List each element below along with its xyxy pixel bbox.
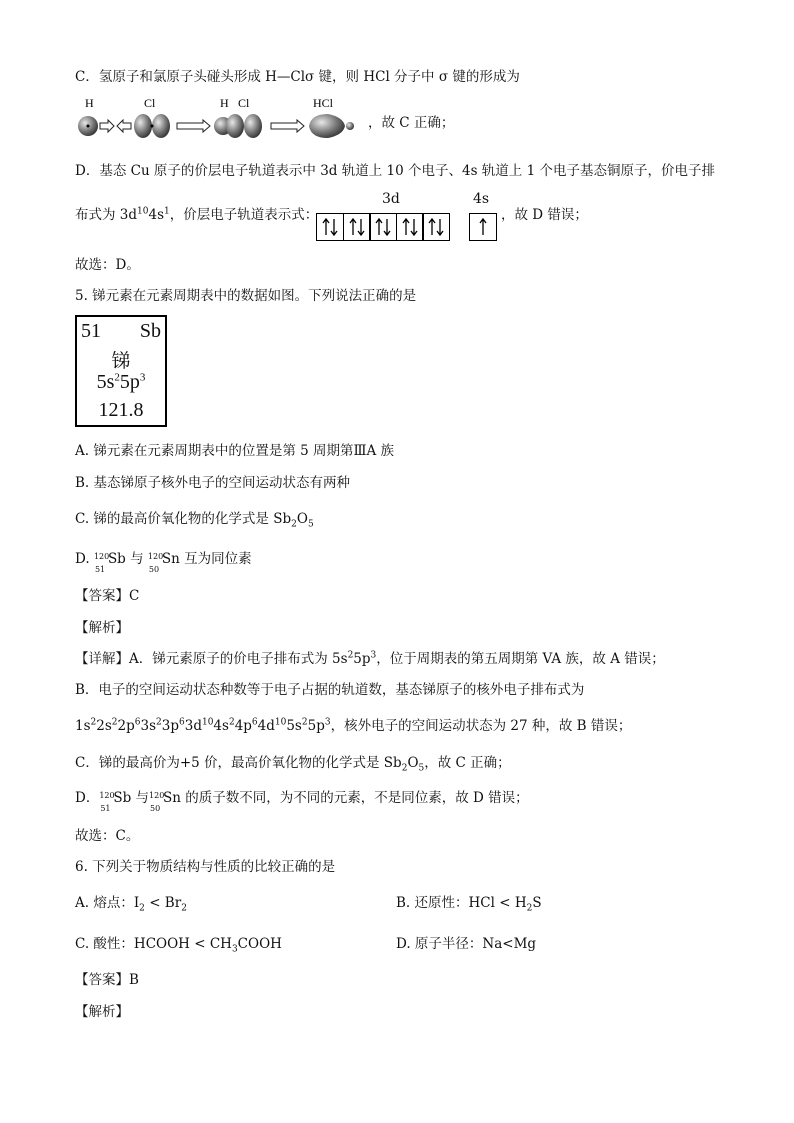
option-c-line: C．氢原子和氯原子头碰头形成 H—Clσ 键，则 HCl 分子中 σ 键的形成为 bbox=[75, 69, 520, 85]
option-d-line2: 布式为 $3d^{10}4s^1$，价层电子轨道表示式： bbox=[75, 206, 319, 223]
label-cl-1: Cl bbox=[144, 96, 156, 110]
q5-option-c: C. 锑的最高价氧化物的化学式是 $Sb_2O_5$ bbox=[75, 511, 314, 530]
q5-stem: 5. 锑元素在元素周期表中的数据如图。下列说法正确的是 bbox=[75, 288, 417, 304]
orbital-3d-boxes bbox=[316, 213, 449, 241]
q6-option-c: C. 酸性：HCOOH < $CH_3COOH$ bbox=[75, 936, 282, 955]
orbital-box bbox=[343, 213, 371, 241]
q6-option-b: B. 还原性：HCl < $H_2S$ bbox=[396, 895, 542, 914]
q6-answer: 【答案】B bbox=[75, 972, 139, 988]
orbital-4s-box bbox=[469, 213, 496, 241]
q6-analysis: 【解析】 bbox=[75, 1004, 129, 1020]
atomic-number: 51 bbox=[81, 320, 101, 342]
electron-configuration: $1s^22s^22p^63s^23p^63d^{10}4s^24p^64d^{10}5s^25p^3$ bbox=[75, 717, 331, 734]
element-card bbox=[75, 315, 167, 427]
q5-detail-b1: B．电子的空间运动状态种数等于电子占据的轨道数，基态锑原子的核外电子排布式为 bbox=[75, 682, 585, 698]
q5-option-d: D. 120 51 Sb 与 120 50 Sn 互为同位素 bbox=[75, 551, 252, 574]
q5-option-a: A. 锑元素在元素周期表中的位置是第 5 周期第ⅢA 族 bbox=[75, 443, 395, 459]
atomic-mass: 121.8 bbox=[98, 399, 144, 421]
orbital-box bbox=[316, 213, 344, 241]
orbital-box bbox=[396, 213, 424, 241]
q6-option-a: A. 熔点：$I_2 < Br_2$ bbox=[75, 895, 187, 914]
q5-detail-d: D． 120 51 Sb 与 120 50 Sn 的质子数不同，为不同的元素，不是同位素，故 D 错误； bbox=[75, 790, 529, 813]
electron-config: $5s^25p^3$ bbox=[96, 371, 146, 393]
label-hcl: HCl bbox=[313, 96, 334, 110]
label-4s: 4s bbox=[473, 191, 490, 207]
q5-detail-b2: $1s^22s^22p^63s^23p^63d^{10}4s^24p^64d^{10}5s^25p^3$，核外电子的空间运动状态为 27 种，故 B 错误； bbox=[75, 717, 632, 734]
label-h-1: H bbox=[85, 96, 94, 110]
q5-detail-a: 【详解】A．锑元素原子的价电子排布式为 $5s^25p^3$，位于周期表的第五周期第 VA 族，故 A 错误； bbox=[75, 650, 665, 667]
element-symbol: Sb bbox=[139, 320, 161, 342]
element-name: 锑 bbox=[111, 350, 131, 372]
q5-answer: 【答案】C bbox=[75, 588, 140, 604]
label-h-2: H bbox=[220, 96, 229, 110]
q5-detail-c: C．锑的最高价为+5 价，最高价氧化物的化学式是 $Sb_2O_5$，故 C 正确； bbox=[75, 755, 511, 774]
orbital-box bbox=[369, 213, 397, 241]
prev-answer: 故选：D。 bbox=[75, 257, 140, 273]
q5-conclusion: 故选：C。 bbox=[75, 828, 140, 844]
orbital-overlap-diagram bbox=[75, 95, 365, 143]
label-cl-2: Cl bbox=[238, 96, 250, 110]
option-d-suffix: ，故 D 错误； bbox=[501, 207, 588, 223]
option-d-line1: D．基态 Cu 原子的价层电子轨道表示中 3d 轨道上 10 个电子、4s 轨道上 1 个电子基态铜原子，价电子排 bbox=[75, 163, 715, 179]
q6-stem: 6. 下列关于物质结构与性质的比较正确的是 bbox=[75, 859, 336, 875]
q5-option-b: B. 基态锑原子核外电子的空间运动状态有两种 bbox=[75, 475, 351, 491]
orbital-box bbox=[422, 213, 450, 241]
orbital-box bbox=[469, 213, 497, 241]
label-3d: 3d bbox=[382, 191, 400, 207]
option-c-suffix: ，故 C 正确； bbox=[368, 115, 455, 131]
q6-option-d: D. 原子半径：Na<Mg bbox=[396, 936, 537, 952]
q5-analysis: 【解析】 bbox=[75, 620, 129, 636]
